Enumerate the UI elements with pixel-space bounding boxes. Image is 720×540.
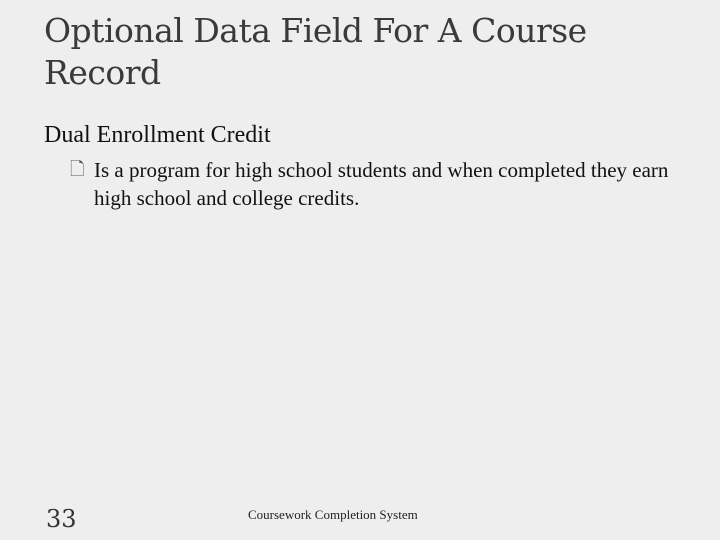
sub-bullet-text: Is a program for high school students and when completed they earn high school and college credits. (94, 158, 669, 210)
bullet-dual-enrollment: Dual Enrollment Credit (44, 122, 271, 148)
slide-title: Optional Data Field For A Course Record (44, 11, 587, 92)
slide-number: 33 (46, 505, 77, 533)
sub-bullet-description (44, 156, 684, 212)
slide-content (44, 120, 684, 212)
slide-footer: Coursework Completion System (248, 507, 418, 522)
page-bullet-icon: 🗋 (70, 159, 85, 180)
